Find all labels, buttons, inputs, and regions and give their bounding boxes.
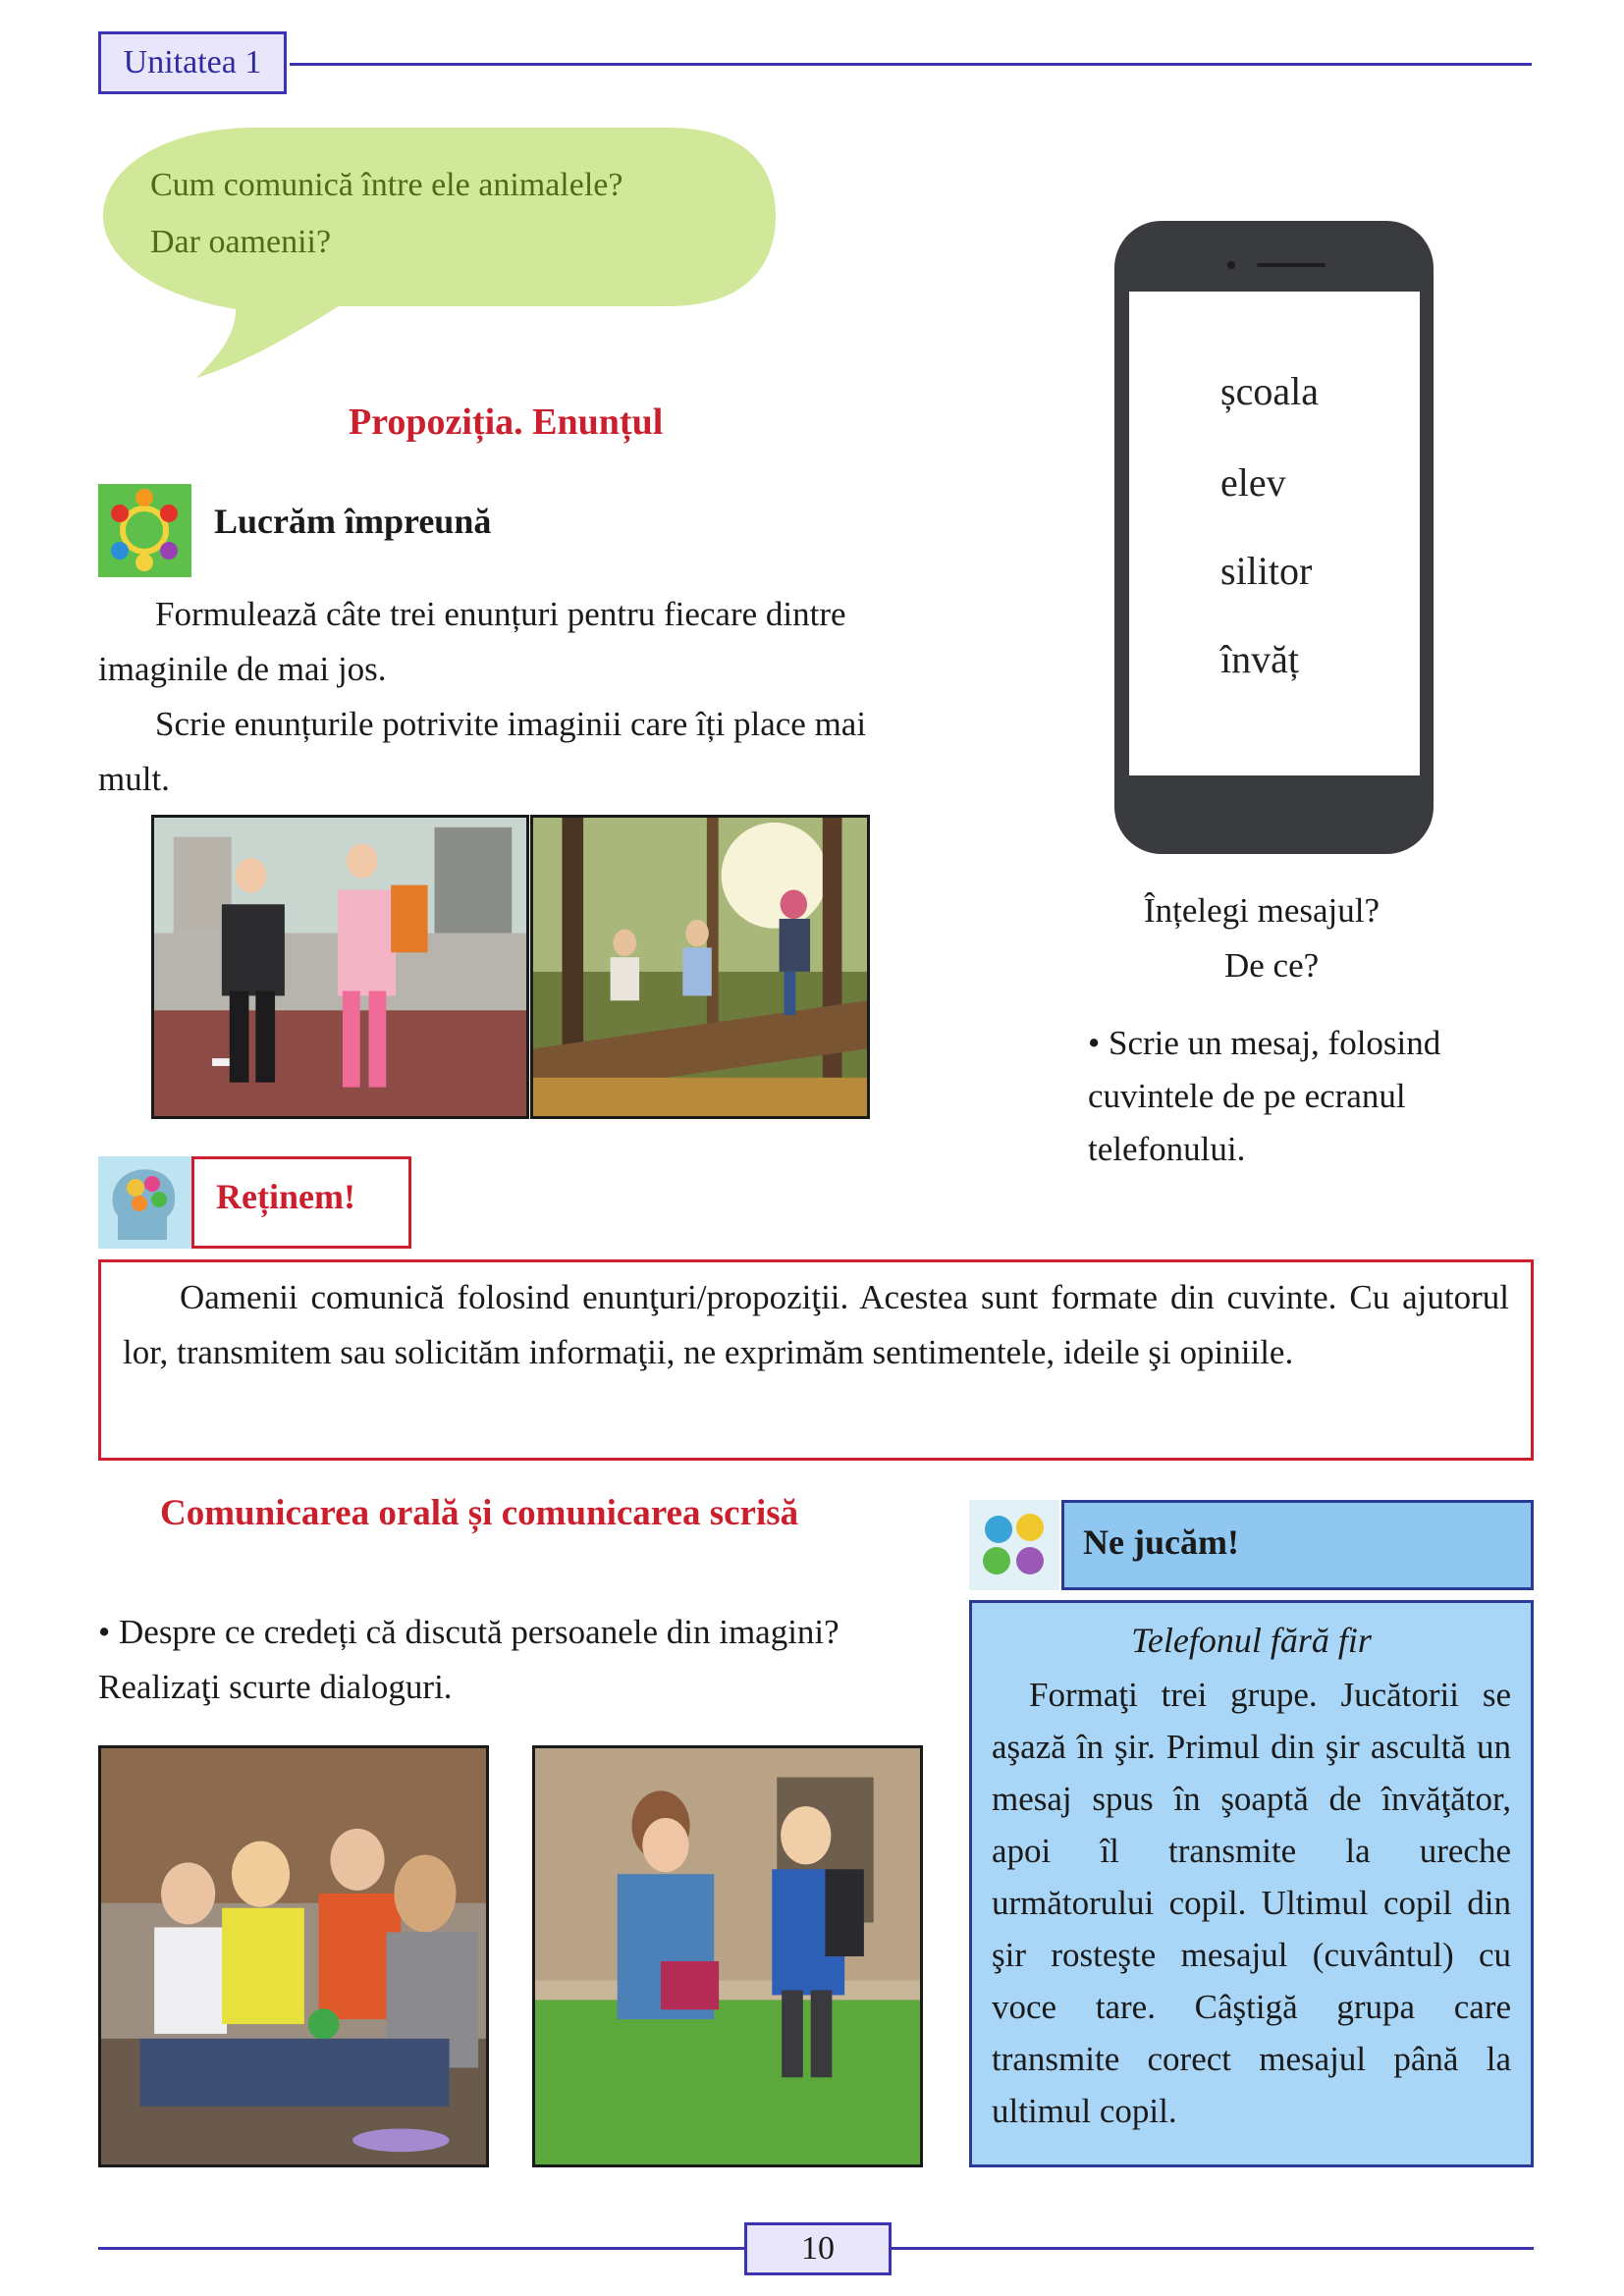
phone-word-2: elev [1220, 460, 1286, 505]
photo-children-on-bench [98, 1745, 489, 2167]
rule-text: Oamenii comunică folosind enunţuri/propoziţii. Acestea sunt formate din cuvinte. Cu ajutorul lor, transmitem sau solicităm informaţii, ne exprimăm sentimentele, ideile şi opiniile. [123, 1278, 1509, 1371]
phone-word-3: silitor [1220, 549, 1313, 593]
phone-camera-icon [1227, 261, 1235, 269]
photo-children-forest-log [530, 815, 870, 1119]
game-title: Telefonul fără fir [1131, 1621, 1372, 1660]
page-number-text: 10 [801, 2230, 835, 2267]
phone-word-4: învăț [1220, 637, 1299, 681]
unit-text: Unitatea 1 [123, 44, 262, 80]
game-text: Formaţi trei grupe. Jucătorii se aşază în şir. Primul din şir ascultă un mesaj spus în şoaptă de învăţător, apoi îl transmite la ureche următorului copil. Ultimul copil din şir rosteşte mesajul (cuvântul) cu voce tare. Câştigă grupa care transmite corect mesajul până la ultimul copil. [992, 1676, 1511, 2130]
remember-label: Reținem! [216, 1177, 355, 1216]
bubble-line-1: Cum comunică între ele animalele? [150, 167, 623, 203]
hands-icon [969, 1500, 1059, 1590]
bubble-text [150, 157, 623, 271]
phone-word-1: școala [1220, 369, 1319, 413]
photo-woman-and-boy [532, 1745, 923, 2167]
phone-task-line-2: cuvintele de pe ecranul [1088, 1077, 1406, 1115]
game-box [969, 1600, 1534, 2167]
phone-question-2: De ce? [1224, 946, 1320, 985]
photo-children-holding-hands [151, 815, 529, 1119]
page-number [744, 2222, 892, 2275]
phone-task-line-3: telefonului. [1088, 1130, 1246, 1168]
phone-task [1088, 1017, 1440, 1176]
phone-screen [1129, 292, 1420, 775]
brain-icon [98, 1156, 191, 1249]
bubble-line-2: Dar oamenii? [150, 224, 332, 260]
p2-line-2: mult. [98, 760, 170, 798]
phone-question-1: Înțelegi mesajul? [1144, 891, 1380, 930]
teamwork-icon [98, 484, 191, 577]
section-title-comunicarea: Comunicarea orală și comunicarea scrisă [160, 1493, 799, 1533]
phone-task-line-1: • Scrie un mesaj, folosind [1088, 1024, 1441, 1062]
activity-heading: Lucrăm împreună [214, 502, 492, 541]
section2-task-line-1: • Despre ce credeți că discută persoanele din imagini? [98, 1613, 839, 1651]
section-title-propozitia: Propoziția. Enunțul [349, 401, 664, 443]
section2-task [98, 1605, 839, 1715]
rule-box [98, 1259, 1534, 1461]
section2-task-line-2: Realizaţi scurte dialoguri. [98, 1668, 453, 1706]
p2-line-1: Scrie enunțurile potrivite imaginii care îți place mai [155, 705, 867, 743]
phone-speaker [1257, 263, 1326, 267]
p1-line-1: Formulează câte trei enunțuri pentru fiecare dintre [155, 595, 846, 633]
game-label: Ne jucăm! [1083, 1522, 1239, 1562]
p1-line-2: imaginile de mai jos. [98, 650, 387, 688]
instructions-paragraph [98, 587, 982, 807]
